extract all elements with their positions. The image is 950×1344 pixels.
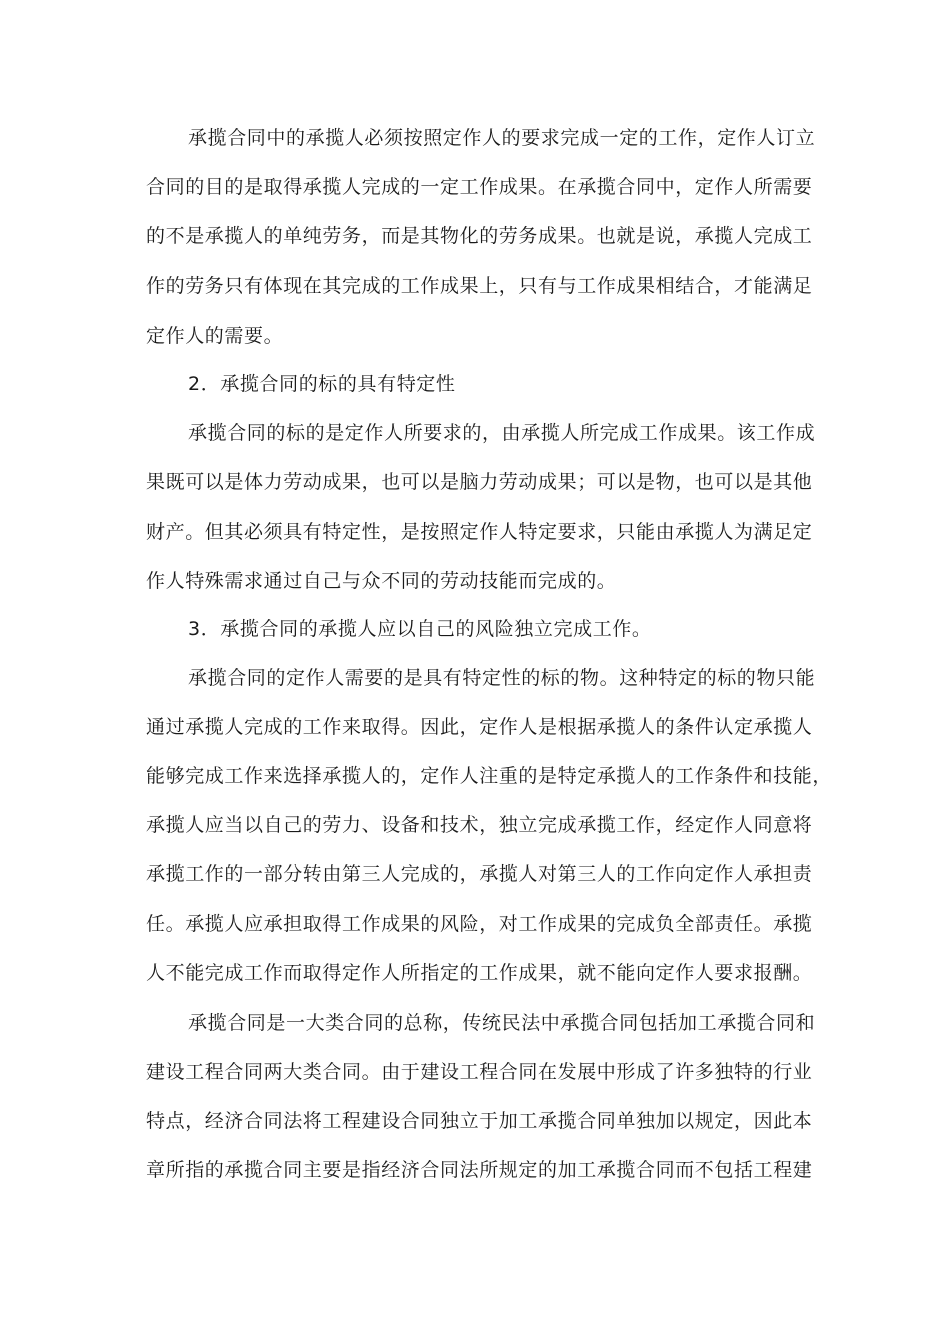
text-line: 能够完成工作来选择承揽人的，定作人注重的是特定承揽人的工作条件和技能， (146, 765, 833, 787)
text-line: 作的劳务只有体现在其完成的工作成果上，只有与工作成果相结合，才能满足 (146, 275, 813, 297)
text-line: 承揽合同中的承揽人必须按照定作人的要求完成一定的工作，定作人订立 (188, 127, 816, 149)
text-line: 承揽工作的一部分转由第三人完成的，承揽人对第三人的工作向定作人承担责 (146, 863, 813, 885)
text-line: 特点，经济合同法将工程建设合同独立于加工承揽合同单独加以规定，因此本 (146, 1110, 813, 1132)
section-heading: 3．承揽合同的承揽人应以自己的风险独立完成工作。 (188, 618, 652, 640)
text-line: 承揽合同的标的是定作人所要求的，由承揽人所完成工作成果。该工作成 (188, 422, 816, 444)
text-line: 合同的目的是取得承揽人完成的一定工作成果。在承揽合同中，定作人所需要 (146, 176, 813, 198)
text-line: 承揽合同的定作人需要的是具有特定性的标的物。这种特定的标的物只能 (188, 667, 816, 689)
text-line: 建设工程合同两大类合同。由于建设工程合同在发展中形成了许多独特的行业 (146, 1061, 813, 1083)
text-line: 果既可以是体力劳动成果，也可以是脑力劳动成果；可以是物，也可以是其他 (146, 471, 813, 493)
text-line: 通过承揽人完成的工作来取得。因此，定作人是根据承揽人的条件认定承揽人 (146, 716, 813, 738)
text-line: 作人特殊需求通过自己与众不同的劳动技能而完成的。 (146, 570, 617, 592)
text-line: 任。承揽人应承担取得工作成果的风险，对工作成果的完成负全部责任。承揽 (146, 913, 813, 935)
text-line: 人不能完成工作而取得定作人所指定的工作成果，就不能向定作人要求报酬。 (146, 962, 813, 984)
text-line: 章所指的承揽合同主要是指经济合同法所规定的加工承揽合同而不包括工程建 (146, 1159, 813, 1181)
text-line: 承揽合同是一大类合同的总称，传统民法中承揽合同包括加工承揽合同和 (188, 1012, 816, 1034)
text-line: 承揽人应当以自己的劳力、设备和技术，独立完成承揽工作，经定作人同意将 (146, 814, 813, 836)
text-line: 财产。但其必须具有特定性，是按照定作人特定要求，只能由承揽人为满足定 (146, 521, 813, 543)
text-line: 的不是承揽人的单纯劳务，而是其物化的劳务成果。也就是说，承揽人完成工 (146, 225, 813, 247)
section-heading: 2．承揽合同的标的具有特定性 (188, 373, 456, 395)
text-line: 定作人的需要。 (146, 325, 284, 347)
